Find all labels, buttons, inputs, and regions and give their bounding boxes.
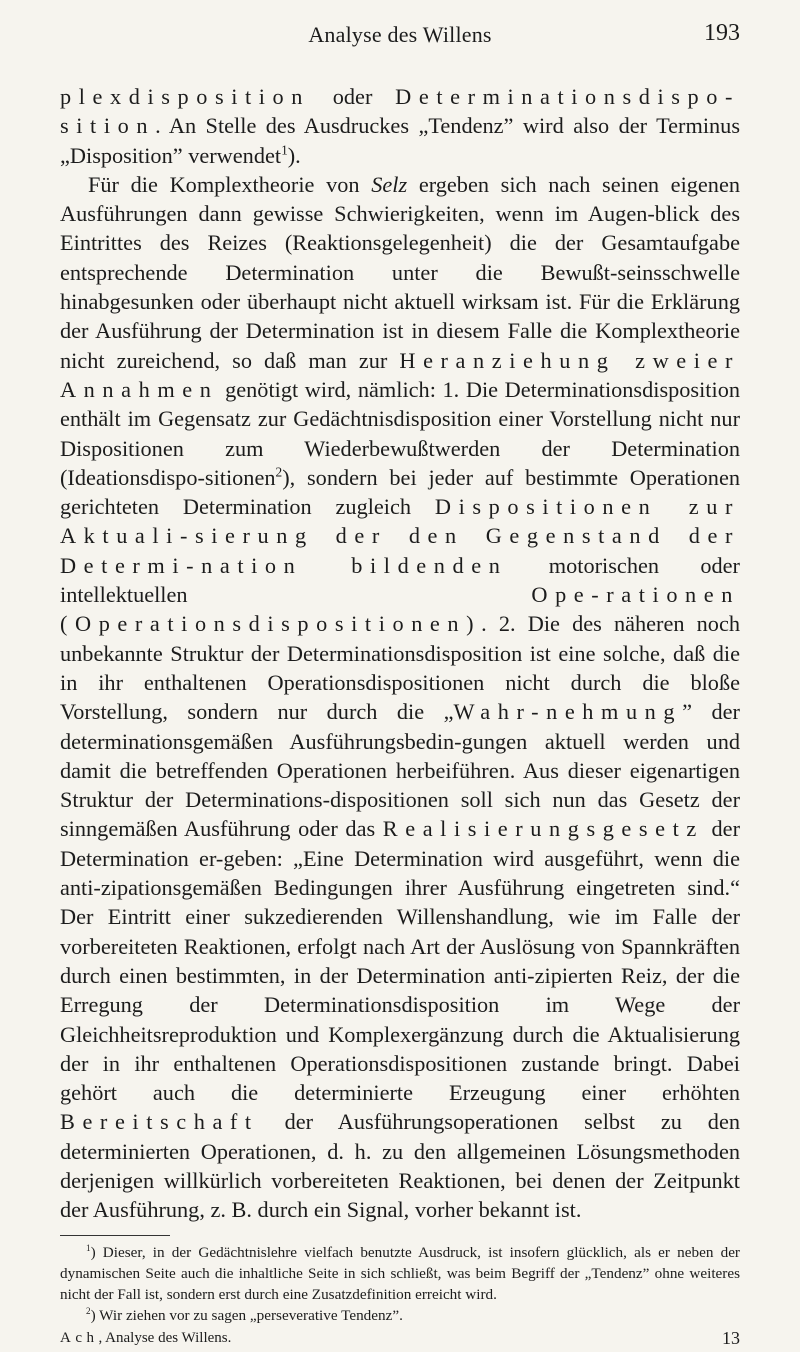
text-run: ), sondern bei jeder auf bestimmte Operationen gerichteten Determination zugleich — [60, 464, 740, 520]
footnote-ref-1: 1 — [281, 141, 288, 157]
running-header — [60, 16, 740, 52]
text-run: . 2. Die des näheren noch unbekannte Struktur der Determinationsdisposition ist eine solche, daß die in ihr enthaltenen Operationsdispositionen nicht durch die bloße Vorstellung, sondern nur durch die „ — [60, 611, 740, 725]
text-run: ” der determinationsgemäßen Ausführungsbedin-gungen aktuell werden und damit die betreffenden Operationen herbeiführen. Aus dieser eigenartigen Struktur der Determinations-dispositionen soll sich nun das Gesetz der sinngemäßen Ausführung oder das — [60, 699, 740, 842]
spaced-term: Bereitschaft — [60, 1109, 259, 1135]
page-footer — [60, 1328, 740, 1352]
printer-signature-line — [60, 1330, 231, 1347]
spaced-term: Heranziehung zweier Annahmen — [60, 347, 741, 402]
spaced-term: Realisierungsgesetz — [382, 816, 704, 842]
author-name-italic: Selz — [371, 171, 408, 197]
footnote-ref-2: 2 — [275, 464, 283, 480]
text-run: ergeben sich nach seinen eigenen Ausführungen dann gewisse Schwierigkeiten, wenn im Augen-blick des Eintrittes des Reizes (Reaktionsgelegenheit) die der Gesamtaufgabe entsprechende Determination unter die Bewußt-seinsschwelle hinabgesunken oder überhaupt nicht aktuell wirksam ist. Für die Erklärung der Ausführung der Determination ist in diesem Falle die Komplextheorie nicht zureichend, so daß man zur — [60, 171, 741, 373]
page-number: 193 — [704, 20, 740, 46]
text-run: Für die Komplextheorie von — [88, 171, 372, 197]
spaced-term: Wahr-nehmung — [453, 699, 683, 725]
text-run: genötigt wird, nämlich: 1. Die Determinationsdisposition enthält im Gegensatz zur Gedächtnisdisposition einer Vorstellung nicht nur Dispositionen zum Wiederbewußtwerden der Determination (Ideationsdispo-sitionen — [60, 376, 740, 490]
footnote-mark: 1 — [86, 1242, 91, 1253]
text-run: der Determination er-geben: „Eine Determination wird ausgeführt, wenn die anti-zipationsgemäßen Bedingungen ihrer Ausführung eingetreten sind.“ Der Eintritt einer sukzedierenden Willenshandlung, wie im Falle der vorbereiteten Reaktionen, erfolgt nach Art der Auslösung von Spannkräften durch einen bestimmten, in der Determination anti-zipierten Reiz, der die Erregung der Determinationsdisposition im Wege der Gleichheitsreproduktion und Komplexergänzung durch die Aktualisierung der in ihr enthaltenen Operationsdispositionen zustande bringt. Dabei gehört auch die determinierte Erzeugung einer erhöhten — [60, 816, 740, 1106]
spaced-term: Ope-rationen (Operationsdispositionen) — [60, 582, 740, 637]
footnotes — [60, 1242, 740, 1326]
body-text — [60, 82, 740, 1225]
text-run: motorischen oder intellektuellen — [60, 552, 740, 608]
footnote-text: ) Dieser, in der Gedächtnislehre vielfach benutzte Ausdruck, ist insofern glücklich, als er neben der dynamischen Seite auch die inhaltliche Seite in sich schließt, was beim Begriff der „Tendenz” ohne weiteres nicht der Fall ist, sondern erst durch eine Zusatzdefinition erreicht wird. — [60, 1243, 740, 1303]
spaced-term: Dispositionen zur Aktuali-sierung der den Gegenstand der Determi-nation bildenden — [60, 494, 740, 578]
footnote-1 — [60, 1242, 740, 1305]
footnote-divider — [60, 1235, 170, 1236]
text-run: der Ausführungsoperationen selbst zu den determinierten Operationen, d. h. zu den allgemeinen Lösungsmethoden derjenigen willkürlich vorbereiteten Reaktionen, bei denen der Zeitpunkt der Ausführung, z. B. durch ein Signal, vorher bekannt ist. — [60, 1109, 740, 1223]
text-run: ). — [287, 142, 301, 168]
footnote-2 — [60, 1305, 740, 1326]
spaced-term: plexdisposition — [60, 84, 310, 109]
spaced-term: Determinationsdispo-sition — [60, 84, 740, 139]
footnote-text: ) Wir ziehen vor zu sagen „perseverative Tendenz”. — [90, 1306, 403, 1324]
footnote-mark: 2 — [86, 1305, 91, 1316]
footer-book-title: , Analyse des Willens. — [98, 1329, 232, 1346]
text-run: oder — [310, 84, 396, 109]
paragraph-2 — [60, 170, 740, 1225]
text-run: . An Stelle des Ausdruckes „Tendenz” wird also der Terminus „Disposition” verwendet — [60, 113, 740, 168]
running-title: Analyse des Willens — [308, 22, 492, 47]
sheet-signature-number: 13 — [722, 1327, 740, 1348]
footer-author: Ach — [60, 1329, 99, 1346]
paragraph-1 — [60, 82, 740, 170]
